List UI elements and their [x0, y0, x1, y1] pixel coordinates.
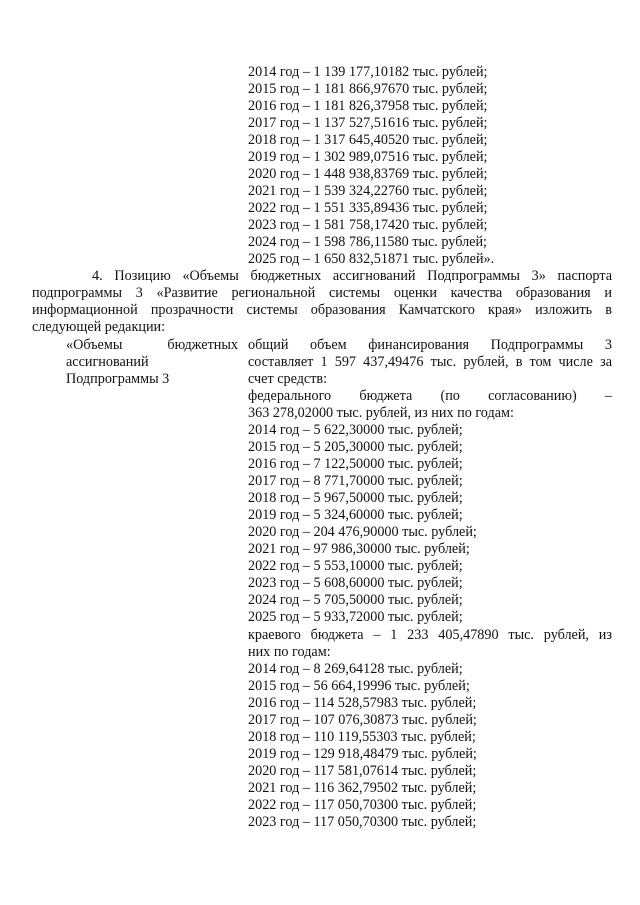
- list-item: 2022 год – 5 553,10000 тыс. рублей;: [248, 558, 463, 574]
- list-item: 2020 год – 204 476,90000 тыс. рублей;: [248, 524, 477, 540]
- list-item: 2014 год – 8 269,64128 тыс. рублей;: [248, 661, 463, 677]
- list-item: 2018 год – 5 967,50000 тыс. рублей;: [248, 490, 463, 506]
- list-item: 2020 год – 1 448 938,83769 тыс. рублей;: [248, 166, 488, 182]
- list-item: 2019 год – 1 302 989,07516 тыс. рублей;: [248, 149, 488, 165]
- paragraph-line: следующей редакции:: [32, 319, 166, 335]
- cell-line: 363 278,02000 тыс. рублей, из них по годам:: [248, 405, 514, 421]
- list-item: 2025 год – 1 650 832,51871 тыс. рублей».: [248, 251, 495, 267]
- list-item: 2016 год – 114 528,57983 тыс. рублей;: [248, 695, 477, 711]
- list-item: 2018 год – 110 119,55303 тыс. рублей;: [248, 729, 476, 745]
- list-item: 2019 год – 5 324,60000 тыс. рублей;: [248, 507, 463, 523]
- list-item: 2023 год – 1 581 758,17420 тыс. рублей;: [248, 217, 488, 233]
- list-item: 2015 год – 1 181 866,97670 тыс. рублей;: [248, 81, 488, 97]
- list-item: 2024 год – 1 598 786,11580 тыс. рублей;: [248, 234, 487, 250]
- list-item: 2018 год – 1 317 645,40520 тыс. рублей;: [248, 132, 488, 148]
- list-item: 2022 год – 117 050,70300 тыс. рублей;: [248, 797, 477, 813]
- list-item: 2014 год – 5 622,30000 тыс. рублей;: [248, 422, 463, 438]
- list-item: 2025 год – 5 933,72000 тыс. рублей;: [248, 609, 463, 625]
- cell-line: счет средств:: [248, 371, 328, 387]
- cell-line: составляет 1 597 437,49476 тыс. рублей, в том числе за: [248, 354, 612, 370]
- list-item: 2016 год – 7 122,50000 тыс. рублей;: [248, 456, 463, 472]
- list-item: 2021 год – 1 539 324,22760 тыс. рублей;: [248, 183, 488, 199]
- list-item: 2014 год – 1 139 177,10182 тыс. рублей;: [248, 64, 488, 80]
- paragraph-line: подпрограммы 3 «Развитие региональной системы оценки качества образования и: [32, 285, 612, 301]
- list-item: 2016 год – 1 181 826,37958 тыс. рублей;: [248, 98, 488, 114]
- cell-line: общий объем финансирования Подпрограммы 3: [248, 337, 612, 353]
- list-item: 2023 год – 5 608,60000 тыс. рублей;: [248, 575, 463, 591]
- cell-line: них по годам:: [248, 644, 331, 660]
- cell-line: ассигнований: [66, 354, 149, 370]
- list-item: 2017 год – 1 137 527,51616 тыс. рублей;: [248, 115, 488, 131]
- cell-line: «Объемы бюджетных: [66, 337, 238, 353]
- list-item: 2021 год – 97 986,30000 тыс. рублей;: [248, 541, 470, 557]
- paragraph-line: информационной прозрачности системы образования Камчатского края» изложить в: [32, 302, 612, 318]
- list-item: 2017 год – 107 076,30873 тыс. рублей;: [248, 712, 477, 728]
- list-item: 2019 год – 129 918,48479 тыс. рублей;: [248, 746, 477, 762]
- list-item: 2015 год – 56 664,19996 тыс. рублей;: [248, 678, 470, 694]
- cell-line: Подпрограммы 3: [66, 371, 170, 387]
- cell-line: федерального бюджета (по согласованию) –: [248, 388, 612, 404]
- list-item: 2024 год – 5 705,50000 тыс. рублей;: [248, 592, 463, 608]
- list-item: 2023 год – 117 050,70300 тыс. рублей;: [248, 814, 477, 830]
- cell-line: краевого бюджета – 1 233 405,47890 тыс. рублей, из: [248, 627, 612, 643]
- list-item: 2021 год – 116 362,79502 тыс. рублей;: [248, 780, 477, 796]
- list-item: 2017 год – 8 771,70000 тыс. рублей;: [248, 473, 463, 489]
- list-item: 2022 год – 1 551 335,89436 тыс. рублей;: [248, 200, 488, 216]
- list-item: 2015 год – 5 205,30000 тыс. рублей;: [248, 439, 463, 455]
- list-item: 2020 год – 117 581,07614 тыс. рублей;: [248, 763, 477, 779]
- paragraph-line: 4. Позицию «Объемы бюджетных ассигнований Подпрограммы 3» паспорта: [92, 268, 612, 284]
